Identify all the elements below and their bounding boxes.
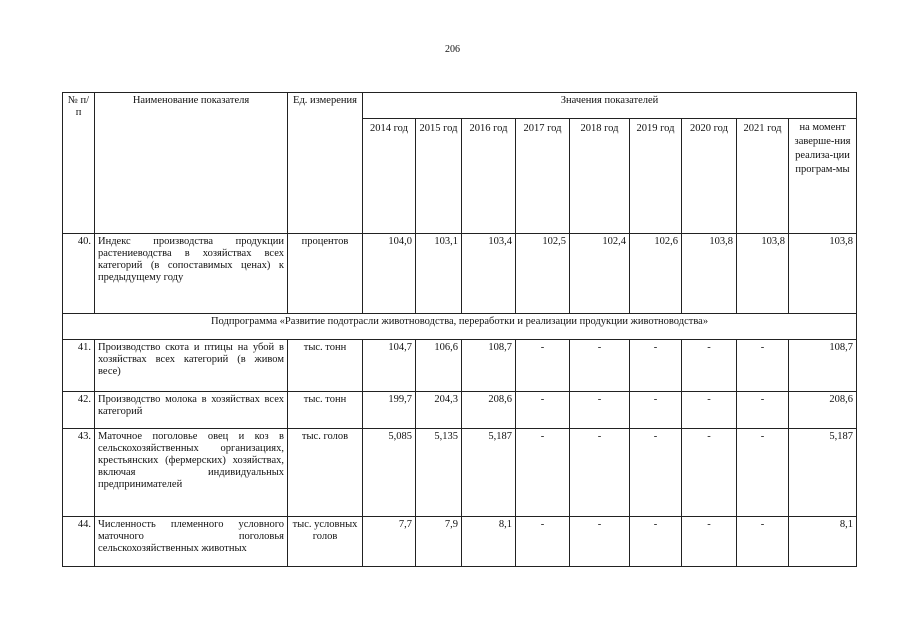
value-cell: 108,7	[462, 340, 516, 392]
table-row	[63, 517, 857, 567]
value-cell: 7,9	[416, 517, 462, 567]
value-cell: 103,1	[416, 234, 462, 314]
row-number: 42.	[63, 392, 95, 429]
header-year: 2020 год	[682, 119, 737, 234]
value-cell: -	[570, 517, 630, 567]
header-year: 2016 год	[462, 119, 516, 234]
value-cell: -	[682, 340, 737, 392]
header-year: 2015 год	[416, 119, 462, 234]
value-cell: -	[682, 429, 737, 517]
table-row	[63, 392, 857, 429]
indicator-name: Производство молока в хозяйствах всех категорий	[95, 392, 288, 429]
indicator-name: Производство скота и птицы на убой в хозяйствах всех категорий (в живом весе)	[95, 340, 288, 392]
header-year: 2019 год	[630, 119, 682, 234]
final-value-cell: 103,8	[789, 234, 857, 314]
header-name: Наименование показателя	[95, 93, 288, 234]
value-cell: -	[570, 429, 630, 517]
value-cell: -	[737, 517, 789, 567]
value-cell: -	[630, 429, 682, 517]
row-number: 43.	[63, 429, 95, 517]
value-cell: -	[630, 340, 682, 392]
row-number: 40.	[63, 234, 95, 314]
value-cell: -	[516, 340, 570, 392]
value-cell: 5,135	[416, 429, 462, 517]
value-cell: 102,4	[570, 234, 630, 314]
unit-cell: процентов	[288, 234, 363, 314]
final-value-cell: 108,7	[789, 340, 857, 392]
indicators-table	[62, 92, 857, 567]
value-cell: 102,6	[630, 234, 682, 314]
value-cell: -	[516, 392, 570, 429]
unit-cell: тыс. голов	[288, 429, 363, 517]
value-cell: 103,8	[737, 234, 789, 314]
table-row	[63, 234, 857, 314]
header-unit: Ед. измерения	[288, 93, 363, 234]
value-cell: 5,187	[462, 429, 516, 517]
final-value-cell: 5,187	[789, 429, 857, 517]
header-year: 2021 год	[737, 119, 789, 234]
value-cell: -	[737, 340, 789, 392]
header-year: 2014 год	[363, 119, 416, 234]
header-num: № п/п	[63, 93, 95, 234]
final-value-cell: 8,1	[789, 517, 857, 567]
value-cell: 104,0	[363, 234, 416, 314]
value-cell: -	[737, 392, 789, 429]
header-values-group: Значения показателей	[363, 93, 857, 119]
subprogram-title: Подпрограмма «Развитие подотрасли животноводства, переработки и реализации продукции животноводства»	[63, 314, 857, 340]
unit-cell: тыс. условных голов	[288, 517, 363, 567]
value-cell: -	[516, 517, 570, 567]
indicator-name: Индекс производства продукции растениеводства в хозяйствах всех категорий (в сопоставимых ценах) к предыдущему году	[95, 234, 288, 314]
value-cell: -	[516, 429, 570, 517]
unit-cell: тыс. тонн	[288, 340, 363, 392]
value-cell: 102,5	[516, 234, 570, 314]
row-number: 44.	[63, 517, 95, 567]
unit-cell: тыс. тонн	[288, 392, 363, 429]
value-cell: 5,085	[363, 429, 416, 517]
value-cell: 104,7	[363, 340, 416, 392]
value-cell: -	[630, 517, 682, 567]
value-cell: 199,7	[363, 392, 416, 429]
header-year: 2017 год	[516, 119, 570, 234]
subprogram-row	[63, 314, 857, 340]
value-cell: 103,8	[682, 234, 737, 314]
value-cell: -	[682, 392, 737, 429]
row-number: 41.	[63, 340, 95, 392]
indicator-name: Численность племенного условного маточного поголовья сельскохозяйственных животных	[95, 517, 288, 567]
table-row	[63, 429, 857, 517]
value-cell: -	[570, 340, 630, 392]
value-cell: 8,1	[462, 517, 516, 567]
header-final: на момент заверше-ния реализа-ции програм-мы	[789, 119, 857, 234]
value-cell: -	[682, 517, 737, 567]
value-cell: -	[630, 392, 682, 429]
value-cell: 103,4	[462, 234, 516, 314]
page-number: 206	[445, 44, 460, 55]
value-cell: 204,3	[416, 392, 462, 429]
table-row	[63, 340, 857, 392]
value-cell: 106,6	[416, 340, 462, 392]
final-value-cell: 208,6	[789, 392, 857, 429]
header-year: 2018 год	[570, 119, 630, 234]
value-cell: -	[737, 429, 789, 517]
indicator-name: Маточное поголовье овец и коз в сельскохозяйственных организациях, крестьянских (фермерских) хозяйствах, включая индивидуальных предпринимателей	[95, 429, 288, 517]
value-cell: 7,7	[363, 517, 416, 567]
value-cell: -	[570, 392, 630, 429]
value-cell: 208,6	[462, 392, 516, 429]
